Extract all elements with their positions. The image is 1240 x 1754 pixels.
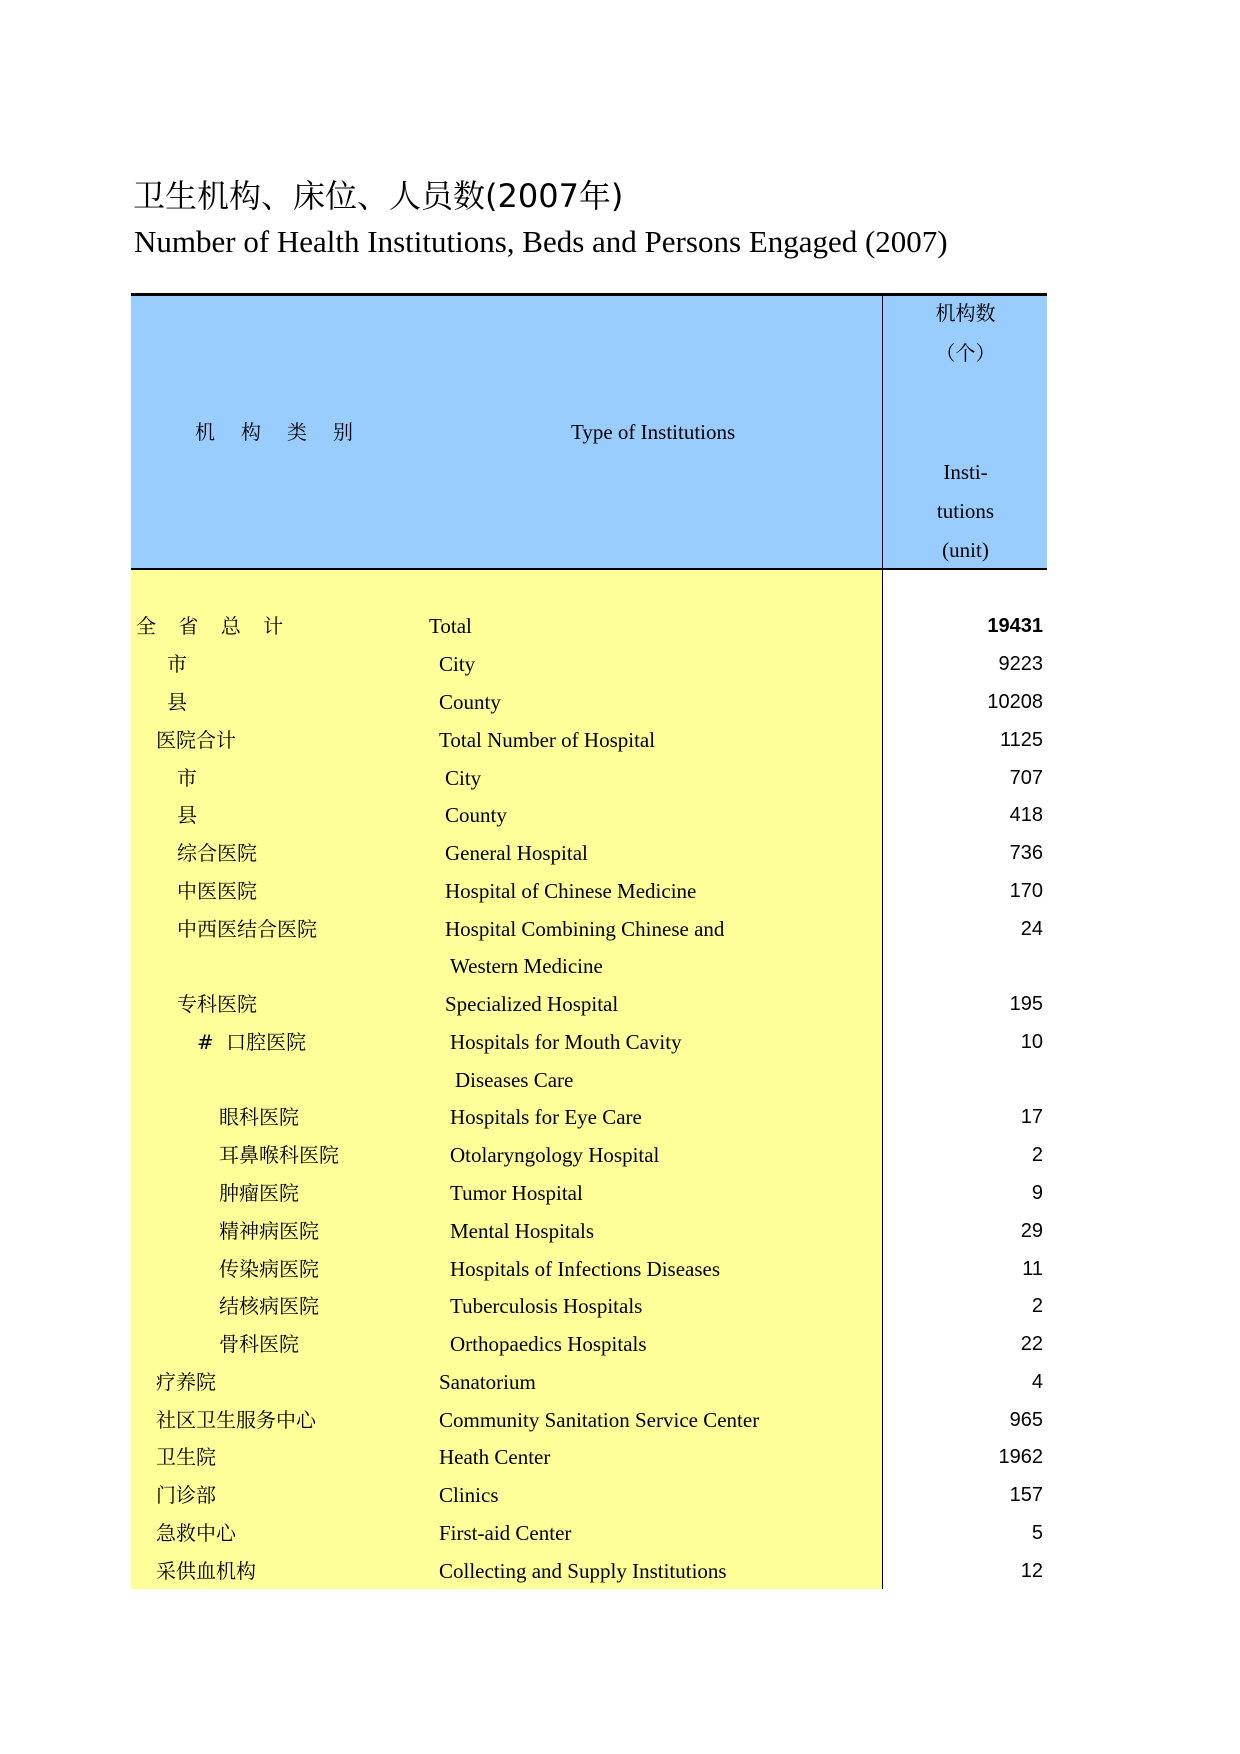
row-name-english: Hospitals of Infections Diseases <box>450 1257 721 1281</box>
row-name-chinese: 眼科医院 <box>219 1105 299 1129</box>
row-name-english: First-aid Center <box>439 1521 572 1545</box>
row-name-chinese: 全 省 总 计 <box>136 614 292 638</box>
row-name-chinese: 骨科医院 <box>219 1332 299 1356</box>
row-value: 9 <box>1031 1182 1043 1204</box>
header-institutions-unit-chinese: （个） <box>935 341 996 365</box>
row-name-chinese: 市 <box>167 652 187 676</box>
row-name-english: County <box>439 690 501 714</box>
row-name-chinese: 卫生院 <box>156 1445 216 1469</box>
row-value: 418 <box>1009 804 1043 826</box>
row-name-chinese: 耳鼻喉科医院 <box>219 1143 339 1167</box>
row-name-english: Hospitals for Mouth Cavity <box>450 1030 682 1054</box>
row-name-chinese: 传染病医院 <box>219 1257 319 1281</box>
row-name-chinese: 肿瘤医院 <box>219 1181 299 1205</box>
row-value: 29 <box>1020 1220 1043 1242</box>
row-name-english: Hospital of Chinese Medicine <box>445 879 697 903</box>
row-value: 195 <box>1009 993 1043 1015</box>
row-name-english: City <box>439 652 476 676</box>
row-value: 2 <box>1031 1295 1043 1317</box>
row-name-chinese: 采供血机构 <box>156 1559 256 1583</box>
row-name-english: Heath Center <box>439 1445 551 1469</box>
row-name-chinese: 急救中心 <box>156 1521 236 1545</box>
row-value: 19431 <box>987 615 1043 637</box>
row-value: 10208 <box>987 691 1043 713</box>
header-type-label-english: Type of Institutions <box>571 420 736 444</box>
row-name-english: City <box>445 766 482 790</box>
row-name-english-continuation: Diseases Care <box>455 1068 574 1092</box>
row-value: 170 <box>1009 880 1043 902</box>
row-value: 11 <box>1022 1258 1043 1280</box>
row-value: 22 <box>1020 1333 1043 1355</box>
row-name-chinese: 疗养院 <box>156 1370 216 1394</box>
row-value: 5 <box>1031 1522 1043 1544</box>
row-name-english: Orthopaedics Hospitals <box>450 1332 647 1356</box>
row-value: 157 <box>1009 1484 1043 1506</box>
row-name-english: Otolaryngology Hospital <box>450 1143 660 1167</box>
row-name-chinese: 医院合计 <box>156 728 236 752</box>
row-value: 10 <box>1020 1031 1043 1053</box>
header-institutions-label-english-2: tutions <box>936 499 995 523</box>
row-value: 12 <box>1020 1560 1043 1582</box>
row-name-chinese: 门诊部 <box>156 1483 216 1507</box>
row-name-chinese: 社区卫生服务中心 <box>156 1408 316 1432</box>
row-name-english: Sanatorium <box>439 1370 536 1394</box>
row-value: 965 <box>1009 1409 1043 1431</box>
header-institutions-unit-english: (unit) <box>942 538 989 562</box>
row-value: 4 <box>1031 1371 1043 1393</box>
header-institutions-label-chinese: 机构数 <box>935 301 996 325</box>
row-value: 24 <box>1020 918 1043 940</box>
row-name-english: Clinics <box>439 1483 499 1507</box>
row-name-english: County <box>445 803 507 827</box>
header-institutions-label-english-1: Insti- <box>943 460 988 484</box>
row-name-chinese: 中医医院 <box>177 879 257 903</box>
row-name-english: Mental Hospitals <box>450 1219 595 1243</box>
row-name-chinese: 县 <box>177 803 197 827</box>
page-title-english: Number of Health Institutions, Beds and Persons Engaged (2007) <box>134 224 948 259</box>
row-value: 1125 <box>999 729 1043 751</box>
row-name-chinese: 县 <box>167 690 187 714</box>
row-name-english-continuation: Western Medicine <box>450 954 603 978</box>
row-name-chinese: # 口腔医院 <box>197 1030 307 1054</box>
row-name-chinese: 中西医结合医院 <box>177 917 317 941</box>
row-name-english: Community Sanitation Service Center <box>439 1408 760 1432</box>
row-name-english: Specialized Hospital <box>445 992 619 1016</box>
row-name-english: Collecting and Supply Institutions <box>439 1559 727 1583</box>
row-name-chinese: 结核病医院 <box>219 1294 319 1318</box>
row-value: 707 <box>1009 767 1043 789</box>
column-divider <box>882 293 883 1589</box>
row-name-english: Total Number of Hospital <box>439 728 656 752</box>
row-name-chinese: 市 <box>177 766 197 790</box>
row-name-english: Hospital Combining Chinese and <box>445 917 725 941</box>
row-name-chinese: 综合医院 <box>177 841 257 865</box>
row-name-english: Tumor Hospital <box>450 1181 583 1205</box>
row-name-english: Total <box>429 614 472 638</box>
row-name-english: Hospitals for Eye Care <box>450 1105 642 1129</box>
row-name-chinese: 精神病医院 <box>219 1219 319 1243</box>
row-value: 9223 <box>998 653 1043 675</box>
row-value: 1962 <box>998 1446 1043 1468</box>
row-name-chinese: 专科医院 <box>177 992 257 1016</box>
page-title-chinese: 卫生机构、床位、人员数(2007年) <box>133 177 624 215</box>
header-type-label-chinese: 机构类别 <box>195 420 379 444</box>
row-value: 736 <box>1009 842 1043 864</box>
row-name-english: General Hospital <box>445 841 588 865</box>
row-name-english: Tuberculosis Hospitals <box>450 1294 643 1318</box>
row-value: 17 <box>1020 1106 1043 1128</box>
row-value: 2 <box>1031 1144 1043 1166</box>
